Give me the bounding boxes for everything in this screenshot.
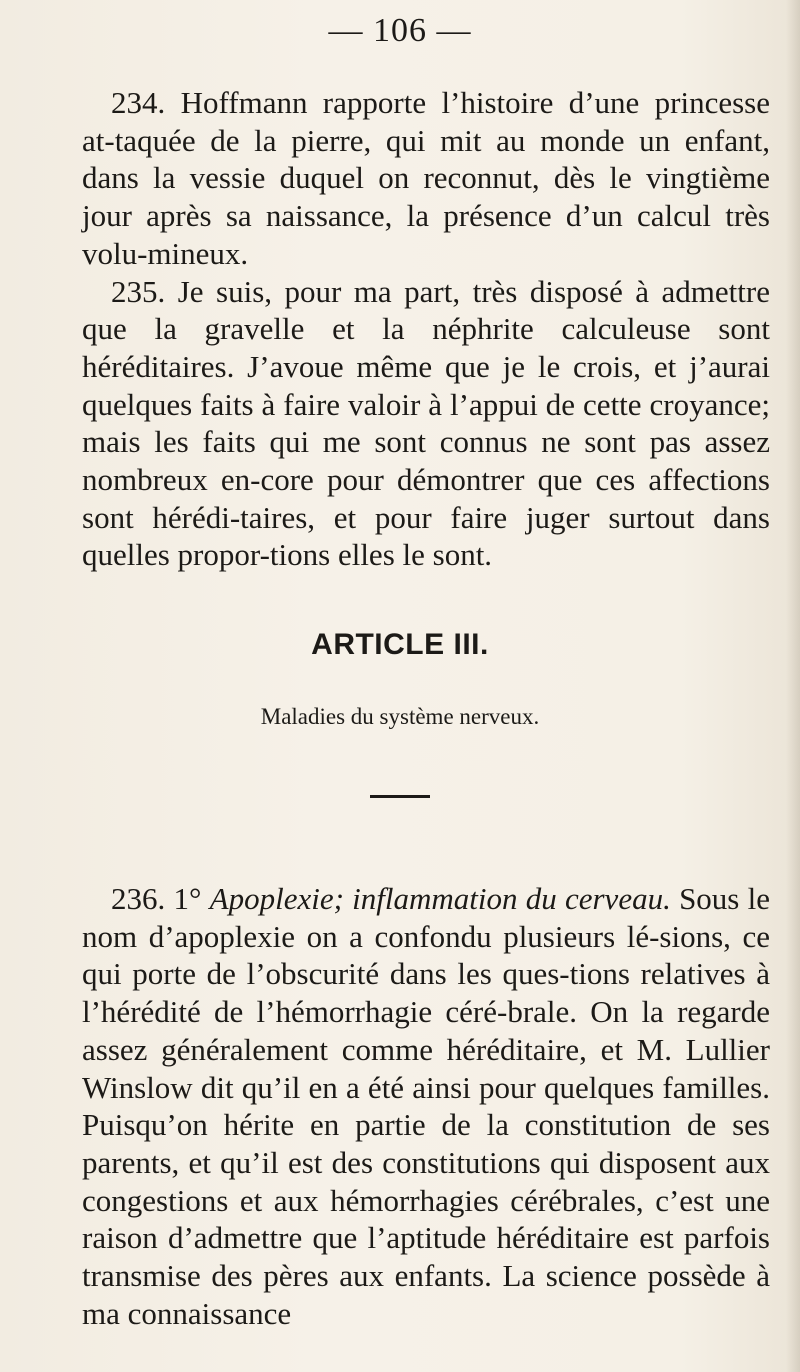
paragraph-number: 235.	[111, 273, 166, 309]
paragraph-text: Je suis, pour ma part, très disposé à admettre que la gravelle et la néphrite calculeuse sont héréditaires. J’avoue même que je le crois, et j’aurai quelques faits à faire valoir à l’appui de cette croyance; mais les faits qui me sont connus ne sont pas assez nombreux en-core pour démontrer que ces affections sont hérédi-taires, et pour faire juger surtout dans quelles propor-tions elles le sont.	[82, 273, 770, 573]
page-number: — 106 —	[328, 12, 472, 49]
article-subtitle: Maladies du système nerveux.	[260, 704, 540, 729]
paragraph-235	[82, 273, 770, 575]
text-block-top	[82, 84, 770, 574]
paragraph-heading-italic: Apoplexie; inflammation du cerveau.	[209, 881, 671, 916]
paragraph-text: Hoffmann rapporte l’histoire d’une princesse at-taquée de la pierre, qui mit au monde un enfant, dans la vessie duquel on reconnut, dès le vingtième jour après sa naissance, la présence d’un calcul très volu-mineux.	[82, 85, 770, 271]
article-heading: ARTICLE III.	[311, 628, 489, 661]
section-divider	[370, 795, 430, 798]
page-edge-shadow	[786, 0, 800, 1372]
paragraph-number: 236.	[111, 881, 166, 916]
paragraph-236	[82, 880, 770, 1332]
paragraph-text: Sous le nom d’apoplexie on a confondu plusieurs lé-sions, ce qui porte de l’obscurité dans les ques-tions relatives à l’hérédité de l’hémorrhagie céré-brale. On la regarde assez généralement comme héréditaire, et M. Lullier Winslow dit qu’il en a été ainsi pour quelques familles. Puisqu’on hérite en partie de la constitution de ses parents, et qu’il est des constitutions qui disposent aux congestions et aux hémorrhagies cérébrales, c’est une raison d’admettre que l’aptitude héréditaire est parfois transmise des pères aux enfants. La science possède à ma connaissance	[82, 881, 770, 1331]
paragraph-234	[82, 84, 770, 273]
text-block-bottom	[82, 880, 770, 1332]
paragraph-marker: 1°	[165, 881, 210, 916]
paragraph-number: 234.	[111, 85, 166, 120]
